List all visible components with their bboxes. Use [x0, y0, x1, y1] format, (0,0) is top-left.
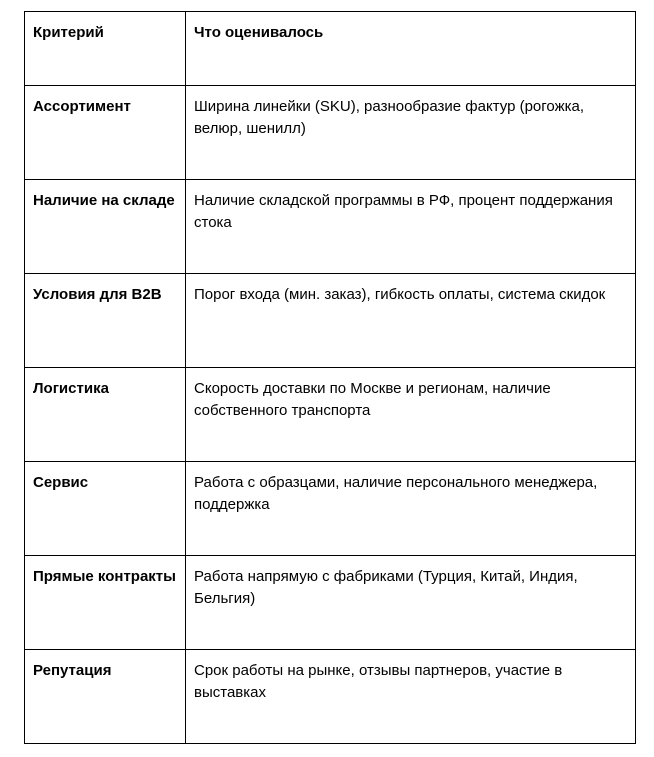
table-row-reputation: [25, 650, 636, 744]
row-criterion: Репутация: [25, 650, 186, 744]
row-criterion: Условия для B2B: [25, 274, 186, 368]
table-row-assortment: [25, 86, 636, 180]
table-row-direct-contracts: [25, 556, 636, 650]
row-description: Ширина линейки (SKU), разнообразие фактур (рогожка, велюр, шенилл): [186, 86, 636, 180]
row-description: Работа с образцами, наличие персонального менеджера, поддержка: [186, 462, 636, 556]
criteria-table: [24, 11, 636, 744]
row-description: Срок работы на рынке, отзывы партнеров, участие в выставках: [186, 650, 636, 744]
row-description: Наличие складской программы в РФ, процент поддержания стока: [186, 180, 636, 274]
row-criterion: Сервис: [25, 462, 186, 556]
table-row-stock: [25, 180, 636, 274]
table-row-service: [25, 462, 636, 556]
header-criterion: Критерий: [25, 12, 186, 86]
table-row-b2b-terms: [25, 274, 636, 368]
row-criterion: Наличие на складе: [25, 180, 186, 274]
table-header-row: [25, 12, 636, 86]
row-description: Работа напрямую с фабриками (Турция, Китай, Индия, Бельгия): [186, 556, 636, 650]
table-row-logistics: [25, 368, 636, 462]
row-criterion: Прямые контракты: [25, 556, 186, 650]
row-criterion: Ассортимент: [25, 86, 186, 180]
row-description: Скорость доставки по Москве и регионам, наличие собственного транспорта: [186, 368, 636, 462]
row-criterion: Логистика: [25, 368, 186, 462]
header-description: Что оценивалось: [186, 12, 636, 86]
row-description: Порог входа (мин. заказ), гибкость оплаты, система скидок: [186, 274, 636, 368]
